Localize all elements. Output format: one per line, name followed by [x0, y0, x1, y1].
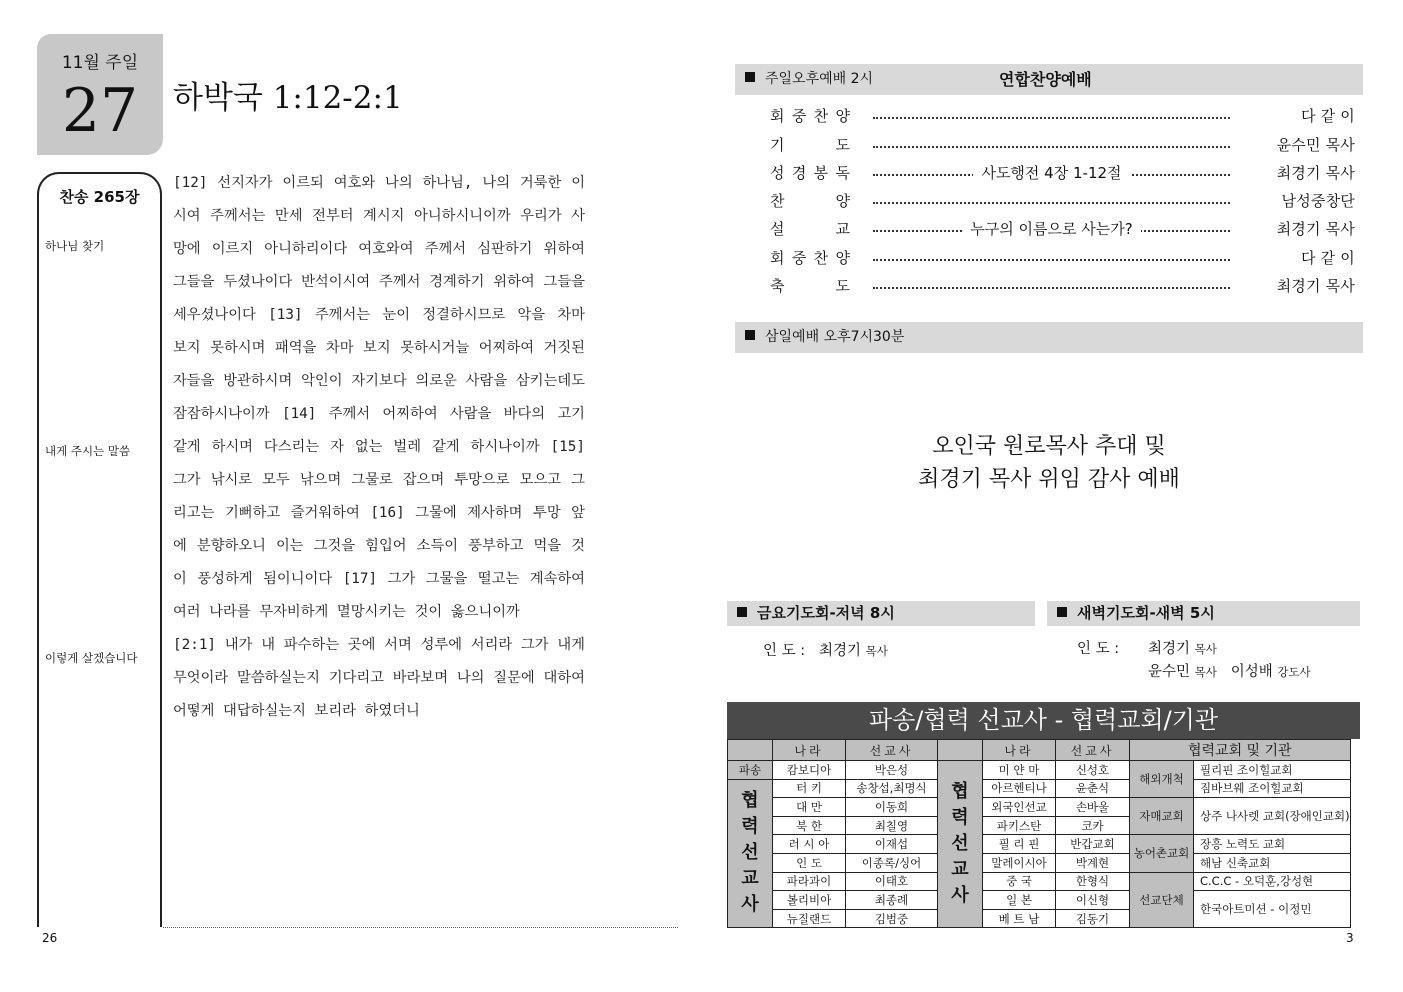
vertical-char: 력: [741, 816, 759, 838]
scripture-paragraph: [12] 선지자가 이르되 여호와 나의 하나님, 나의 거룩한 이시여 주께서는 만세 전부터 계시지 아니하시니이까 우리가 사망에 이르지 아니하리이다 여호와여 주께서 심판하기 위하여 그들을 두셨나이다 반석이시여 주께서 경계하기 위하여 그들을 세우셨나이다 [13] 주께서는 눈이 정결하시므로 악을 차마 보지 못하시며 패역을 차마 보지 못하시거늘 어찌하여 거짓된 자들을 방관하시며 악인이 자기보다 의로운 사람을 삼키는데도 잠잠하시나이까 [14] 주께서 어찌하여 사람을 바다의 고기 같게 하시며 다스리는 자 없는 벌레 같게 하시나이까 [15] 그가 낚시로 모두 낚으며 그물로 잡으며 투망으로 모으고 그리고는 기뻐하고 즐거워하여 [16] 그물에 제사하며 투망 앞에 분향하오니 이는 그것을 힘입어 소득이 풍부하고 먹을 것이 풍성하게 됨이니이다 [17] 그가 그물을 떨고는 계속하여 여러 나라를 무자비하게 멸망시키는 것이 옳으니이까: [173, 175, 585, 620]
order-detail-text: 누구의 이름으로 사는가?: [962, 220, 1140, 238]
header-blank: [728, 740, 773, 761]
country-cell: 파라과이: [773, 872, 846, 891]
date-tab: [37, 34, 163, 155]
order-item-char: 도: [835, 277, 850, 295]
order-person: 남성중창단: [1281, 192, 1355, 210]
dotted-leader: [873, 259, 1230, 261]
order-row: [770, 134, 1355, 160]
missionary-cell: 신성호: [1056, 761, 1130, 780]
wednesday-service-time: 삼일예배 오후7시30분: [765, 329, 905, 345]
order-item: [770, 162, 850, 183]
order-item-char: 축: [770, 277, 785, 295]
country-cell: 외국인선교: [983, 798, 1056, 817]
leader-name: 윤수민: [1148, 664, 1191, 680]
order-row: [770, 190, 1355, 216]
friday-prayer-header: [727, 601, 1035, 626]
missionary-cell: 김범중: [846, 909, 938, 928]
missionary-cell: 박계현: [1056, 853, 1130, 872]
order-detail: [873, 162, 1230, 183]
order-item: [770, 134, 850, 155]
order-person: 윤수민 목사: [1276, 136, 1355, 154]
country-cell: 아르헨티나: [983, 779, 1056, 798]
order-item-char: 양: [835, 107, 850, 125]
leader-title: 목사: [865, 644, 888, 658]
order-row: [770, 105, 1355, 131]
table-row: [728, 779, 1351, 798]
country-cell: 볼리비아: [773, 891, 846, 910]
side-label-word-for-me: 내게 주시는 말씀: [45, 444, 131, 458]
dotted-leader: [873, 287, 1230, 289]
dotted-leader: [873, 117, 1230, 119]
org-category: 해외개척: [1130, 761, 1194, 798]
missionary-cell: 한형식: [1056, 872, 1130, 891]
header-org: 협력교회 및 기관: [1130, 740, 1351, 761]
order-item-char: 양: [835, 249, 850, 267]
square-bullet-icon: [745, 330, 755, 340]
header-missionary: 선교사: [846, 740, 938, 761]
order-item-char: 찬: [770, 192, 785, 210]
table-row: [728, 835, 1351, 854]
vertical-char: 교: [951, 859, 969, 881]
order-item: [770, 218, 850, 239]
dawn-leader-2: [1148, 660, 1311, 681]
org-category: 선교단체: [1130, 872, 1194, 928]
sunday-service-title: 연합찬양예배: [999, 70, 1092, 89]
dotted-leader: [873, 146, 1230, 148]
header-blank: [938, 740, 983, 761]
vertical-char: 협: [951, 781, 969, 803]
wednesday-service-header: [735, 322, 1363, 353]
missionary-cell: 이재섭: [846, 835, 938, 854]
scripture-text: [173, 167, 585, 728]
table-row: [728, 853, 1351, 872]
missionary-cell: 최칠영: [846, 816, 938, 835]
order-item-char: 설: [770, 220, 785, 238]
order-item-char: 중: [791, 249, 807, 267]
scripture-paragraph: [2:1] 내가 내 파수하는 곳에 서며 성루에 서리라 그가 내게 무엇이라 말씀하실는지 기다리고 바라보며 나의 질문에 대하여 어떻게 대답하실는지 보리라 하였더니: [173, 637, 585, 719]
leader-title: 목사: [1194, 642, 1217, 656]
org-item: 상주 나사렛 교회(장애인교회): [1194, 798, 1351, 835]
missionary-cell: 이종록/싱어: [846, 853, 938, 872]
missionary-cell: 박은성: [846, 761, 938, 780]
scripture-reference: 하박국 1:12-2:1: [173, 80, 403, 116]
square-bullet-icon: [745, 72, 755, 82]
order-item-char: 독: [835, 164, 850, 182]
country-cell: 파키스탄: [983, 816, 1056, 835]
org-item: 해남 신축교회: [1194, 853, 1351, 872]
table-header-row: [728, 740, 1351, 761]
special-line-1: 오인국 원로목사 추대 및: [932, 434, 1166, 459]
vertical-char: 사: [951, 885, 969, 907]
header-country: 나라: [983, 740, 1056, 761]
side-panel: [37, 172, 162, 927]
table-row: [728, 798, 1351, 817]
country-cell: 뉴질랜드: [773, 909, 846, 928]
missionary-cell: 최종례: [846, 891, 938, 910]
mission-table-title: 파송/협력 선교사 - 협력교회/기관: [727, 702, 1360, 739]
org-item: 필리핀 조이힐교회: [1194, 761, 1351, 780]
country-cell: 필 리 핀: [983, 835, 1056, 854]
country-cell: 미 얀 마: [983, 761, 1056, 780]
org-item: C.C.C - 오덕훈,강성현: [1194, 872, 1351, 891]
sent-label: 파송: [728, 761, 773, 780]
missionary-cell: 김동기: [1056, 909, 1130, 928]
order-person: 최경기 목사: [1276, 164, 1355, 182]
leader-title: 강도사: [1277, 665, 1311, 679]
org-item: 장흥 노력도 교회: [1194, 835, 1351, 854]
country-cell: 말레이시아: [983, 853, 1056, 872]
dawn-prayer-time: 새벽기도회-새벽 5시: [1077, 604, 1215, 622]
order-item-char: 찬: [813, 249, 829, 267]
order-row: [770, 162, 1355, 188]
header-country: 나라: [773, 740, 846, 761]
order-person: 다 같 이: [1300, 249, 1355, 267]
special-service-notice: [735, 430, 1363, 496]
side-label-seek-god: 하나님 찾기: [45, 239, 105, 253]
vertical-char: 협: [741, 790, 759, 812]
country-cell: 인 도: [773, 853, 846, 872]
leader-name: 최경기: [1148, 641, 1191, 657]
leader-name: 최경기: [818, 643, 861, 659]
dawn-leader-label: 인 도 :: [1077, 641, 1120, 657]
order-row: [770, 218, 1355, 244]
vertical-char: 선: [951, 833, 969, 855]
square-bullet-icon: [1057, 607, 1067, 617]
order-item-char: 성: [770, 164, 785, 182]
square-bullet-icon: [737, 607, 747, 617]
sunday-service-header: [735, 64, 1363, 95]
date-day: 27: [61, 76, 139, 146]
org-category: 농어촌교회: [1130, 835, 1194, 872]
sunday-service-time: 주일오후예배 2시: [765, 71, 874, 87]
missionary-cell: 이신형: [1056, 891, 1130, 910]
dotted-leader: [873, 202, 1230, 204]
cooperating-label-left: [728, 779, 773, 928]
special-line-2: 최경기 목사 위임 감사 예배: [918, 467, 1180, 492]
missionary-cell: 이동희: [846, 798, 938, 817]
country-cell: 터 키: [773, 779, 846, 798]
country-cell: 러 시 아: [773, 835, 846, 854]
order-item-char: 회: [770, 107, 785, 125]
bottom-rule: [163, 927, 678, 928]
country-cell: 캄보디아: [773, 761, 846, 780]
header-missionary: 선교사: [1056, 740, 1130, 761]
page-number-left: 26: [42, 931, 58, 945]
leader-title: 목사: [1194, 665, 1217, 679]
country-cell: 북 한: [773, 816, 846, 835]
hymn-number: 찬송 265장: [59, 188, 140, 206]
order-item-char: 양: [835, 192, 850, 210]
order-item: [770, 190, 850, 211]
friday-leader: [763, 639, 888, 660]
country-cell: 중 국: [983, 872, 1056, 891]
cooperating-label-right: [938, 761, 983, 928]
org-item: 짐바브웨 조이힐교회: [1194, 779, 1351, 798]
mission-table: [727, 739, 1351, 928]
missionary-cell: 반갑교회: [1056, 835, 1130, 854]
order-person: 최경기 목사: [1276, 277, 1355, 295]
org-category: 자매교회: [1130, 798, 1194, 835]
missionary-cell: 윤춘식: [1056, 779, 1130, 798]
order-detail-text: 사도행전 4장 1-12절: [973, 164, 1129, 182]
table-row: [728, 872, 1351, 891]
vertical-char: 교: [741, 868, 759, 890]
order-person: 최경기 목사: [1276, 220, 1355, 238]
order-item-char: 경: [791, 164, 807, 182]
leader-name: 이성배: [1230, 664, 1273, 680]
order-item-char: 교: [835, 220, 850, 238]
vertical-char: 력: [951, 807, 969, 829]
friday-prayer-time: 금요기도회-저녁 8시: [757, 604, 895, 622]
country-cell: 일 본: [983, 891, 1056, 910]
order-row: [770, 275, 1355, 301]
order-row: [770, 247, 1355, 273]
order-item-char: 중: [791, 107, 807, 125]
vertical-char: 선: [741, 842, 759, 864]
order-item-char: 회: [770, 249, 785, 267]
order-item-char: 기: [770, 136, 785, 154]
order-detail: [873, 218, 1230, 239]
missionary-cell: 손바울: [1056, 798, 1130, 817]
order-item-char: 봉: [813, 164, 829, 182]
order-person: 다 같 이: [1300, 107, 1355, 125]
missionary-cell: 코카: [1056, 816, 1130, 835]
country-cell: 베 트 남: [983, 909, 1056, 928]
leader-label: 인 도 :: [763, 643, 806, 659]
page-number-right: 3: [1346, 931, 1354, 945]
order-item: [770, 105, 850, 126]
table-row: [728, 761, 1351, 780]
missionary-cell: 이태호: [846, 872, 938, 891]
order-item-char: 도: [835, 136, 850, 154]
vertical-char: 사: [741, 894, 759, 916]
dawn-prayer-header: [1047, 601, 1360, 626]
org-item: 한국아트미션 - 이정민: [1194, 891, 1351, 928]
country-cell: 대 만: [773, 798, 846, 817]
table-row: [728, 891, 1351, 910]
side-label-how-to-live: 이렇게 살겠습니다: [45, 651, 138, 665]
order-item-char: 찬: [813, 107, 829, 125]
missionary-cell: 송창섭,최명식: [846, 779, 938, 798]
order-item: [770, 247, 850, 268]
dawn-leader-1: [1148, 637, 1217, 658]
order-item: [770, 275, 850, 296]
date-month: 11월 주일: [61, 53, 139, 73]
